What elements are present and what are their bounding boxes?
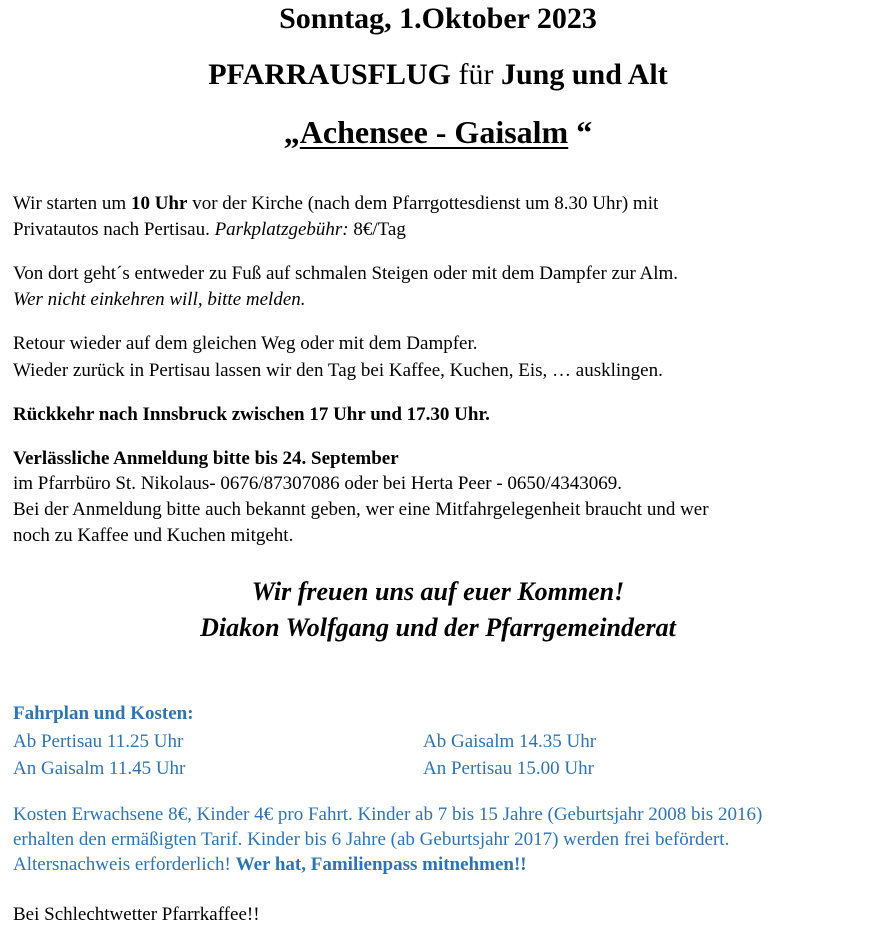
bad-weather-note: Bei Schlechtwetter Pfarrkaffee!! [13, 904, 260, 925]
costs-line-3: Altersnachweis erforderlich! Wer hat, Familienpass mitnehmen!! [13, 854, 527, 875]
costs-line-1: Kosten Erwachsene 8€, Kinder 4€ pro Fahrt. Kinder ab 7 bis 15 Jahre (Geburtsjahr 2008 bis 2016) [13, 804, 763, 825]
schedule-right-1: Ab Gaisalm 14.35 Uhr [423, 731, 597, 752]
schedule-left-1: Ab Pertisau 11.25 Uhr [13, 731, 184, 752]
event-date: Sonntag, 1.Oktober 2023 [279, 2, 597, 35]
destination-heading [0, 113, 876, 151]
title-main: PFARRAUSFLUG [208, 58, 452, 91]
closing-line-2: Diakon Wolfgang und der Pfarrgemeinderat [200, 613, 676, 642]
destination-name: Achensee - Gaisalm [299, 114, 569, 150]
intro-line-2: Privatautos nach Pertisau. Parkplatzgebühr: 8€/Tag [13, 219, 406, 240]
parking-fee: 8€/Tag [348, 219, 406, 240]
route-line-1: Von dort geht´s entweder zu Fuß auf schmalen Steigen oder mit dem Dampfer zur Alm. [13, 263, 679, 284]
schedule-left-2: An Gaisalm 11.45 Uhr [13, 758, 186, 779]
registration-title: Verlässliche Anmeldung bitte bis 24. September [13, 448, 399, 469]
parking-label: Parkplatzgebühr: [214, 219, 349, 240]
schedule-title: Fahrplan und Kosten: [13, 703, 194, 724]
costs-line-2: erhalten den ermäßigten Tarif. Kinder bis 6 Jahre (ab Geburtsjahr 2017) werden frei befördert. [13, 829, 730, 850]
closing-line-1: Wir freuen uns auf euer Kommen! [251, 577, 625, 606]
quote-close: “ [568, 114, 593, 150]
registration-line-3: noch zu Kaffee und Kuchen mitgeht. [13, 525, 294, 546]
retour-line-2: Wieder zurück in Pertisau lassen wir den Tag bei Kaffee, Kuchen, Eis, … ausklingen. [13, 360, 663, 381]
title-audience: Jung und Alt [501, 58, 668, 91]
intro-line-1: Wir starten um 10 Uhr vor der Kirche (nach dem Pfarrgottesdienst um 8.30 Uhr) mit [13, 193, 659, 214]
registration-line-2: Bei der Anmeldung bitte auch bekannt geben, wer eine Mitfahrgelegenheit braucht und wer [13, 499, 709, 520]
quote-open: „ [283, 114, 300, 150]
event-title [0, 57, 876, 93]
registration-line-1: im Pfarrbüro St. Nikolaus- 0676/87307086 oder bei Herta Peer - 0650/4343069. [13, 473, 622, 494]
return-time: Rückkehr nach Innsbruck zwischen 17 Uhr und 17.30 Uhr. [13, 404, 490, 425]
title-connector: für [458, 58, 494, 91]
start-time: 10 Uhr [130, 193, 188, 214]
retour-line-1: Retour wieder auf dem gleichen Weg oder mit dem Dampfer. [13, 333, 478, 354]
schedule-right-2: An Pertisau 15.00 Uhr [423, 758, 594, 779]
family-pass-note: Wer hat, Familienpass mitnehmen!! [235, 854, 527, 875]
route-line-2: Wer nicht einkehren will, bitte melden. [13, 289, 306, 310]
